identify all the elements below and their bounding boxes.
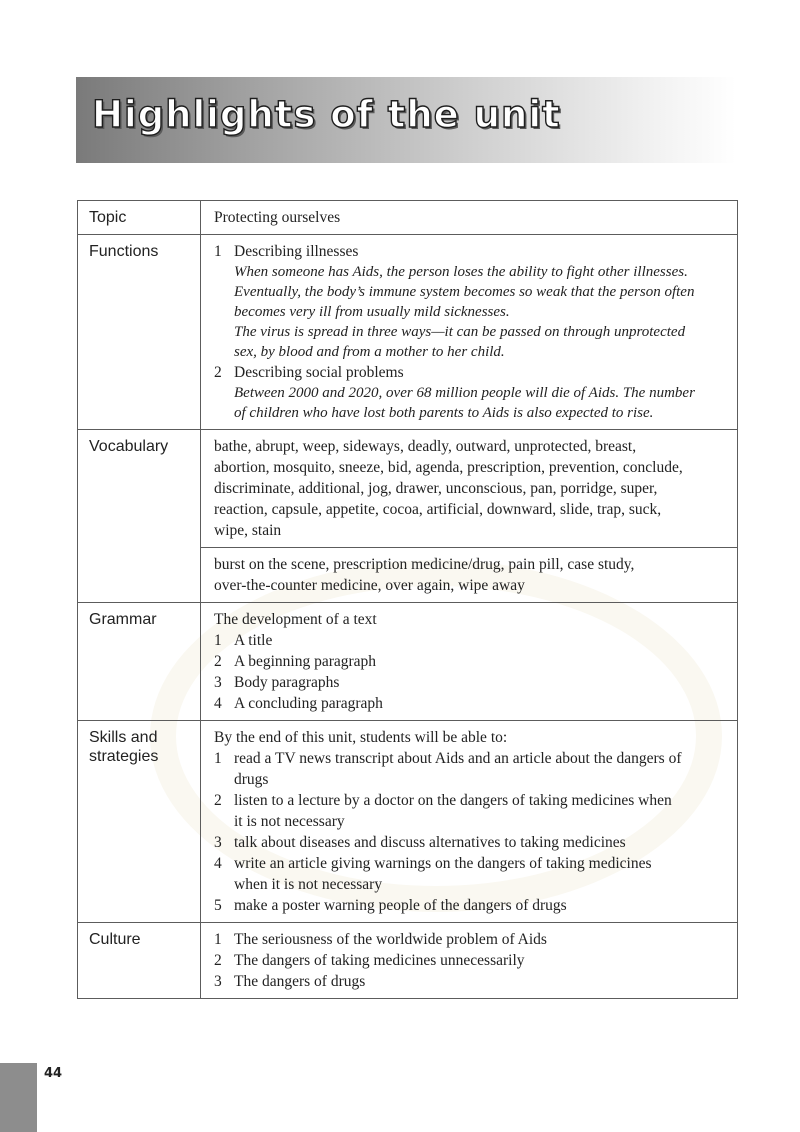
function-item-1: [214, 241, 737, 262]
skills-item-line: talk about diseases and discuss alternatives to taking medicines: [234, 834, 626, 851]
row-label-grammar: Grammar: [78, 603, 201, 721]
topic-content: [201, 201, 738, 235]
grammar-item: [214, 651, 737, 672]
row-label-vocabulary: Vocabulary: [78, 430, 201, 603]
skills-item-number: 4: [214, 855, 222, 872]
skills-item-number: 3: [214, 834, 222, 851]
row-label-culture: Culture: [78, 923, 201, 999]
row-functions: [78, 235, 738, 430]
row-culture: [78, 923, 738, 999]
grammar-item-text: A title: [234, 632, 273, 649]
skills-item: [214, 790, 737, 832]
row-label-functions: Functions: [78, 235, 201, 430]
grammar-content: [201, 603, 738, 721]
function-example-line: sex, by blood and from a mother to her child.: [234, 344, 505, 360]
vocabulary-line: bathe, abrupt, weep, sideways, deadly, outward, unprotected, breast,: [214, 438, 637, 455]
phrase-line: over-the-counter medicine, over again, wipe away: [214, 577, 525, 594]
row-grammar: [78, 603, 738, 721]
skills-item-line: it is not necessary: [234, 813, 345, 830]
skills-item: [214, 895, 737, 916]
culture-item-number: 3: [214, 973, 222, 990]
culture-item: [214, 950, 737, 971]
vocabulary-phrases: [201, 548, 738, 603]
skills-item-line: make a poster warning people of the dangers of drugs: [234, 897, 567, 914]
skills-item-line: when it is not necessary: [234, 876, 383, 893]
vocabulary-words: [201, 430, 738, 548]
grammar-item-number: 2: [214, 653, 222, 670]
functions-content: [201, 235, 738, 430]
skills-item-number: 5: [214, 897, 222, 914]
vocabulary-line: discriminate, additional, jog, drawer, unconscious, pan, porridge, super,: [214, 480, 658, 497]
culture-item-text: The dangers of taking medicines unnecessarily: [234, 952, 525, 969]
culture-item-text: The dangers of drugs: [234, 973, 366, 990]
skills-content: [201, 721, 738, 923]
skills-item-line: read a TV news transcript about Aids and an article about the dangers of: [234, 750, 682, 767]
culture-item-text: The seriousness of the worldwide problem of Aids: [234, 931, 547, 948]
banner-title: Highlights of the unit: [92, 93, 561, 136]
culture-item: [214, 929, 737, 950]
row-label-topic: Topic: [78, 201, 201, 235]
function-item-2: [214, 362, 737, 383]
page-tab: [0, 1063, 37, 1132]
function-item-2-title: Describing social problems: [234, 364, 404, 381]
skills-intro: By the end of this unit, students will be able to:: [214, 729, 508, 746]
function-example-line: The virus is spread in three ways—it can be passed on through unprotected: [234, 324, 686, 340]
function-item-2-number: 2: [214, 364, 222, 381]
grammar-item: [214, 630, 737, 651]
function-example-line: Eventually, the body’s immune system becomes so weak that the person often: [234, 284, 695, 300]
culture-item: [214, 971, 737, 992]
topic-text: Protecting ourselves: [214, 209, 341, 226]
function-example-line: When someone has Aids, the person loses the ability to fight other illnesses.: [234, 264, 688, 280]
highlights-table: [77, 200, 738, 999]
grammar-item-number: 4: [214, 695, 222, 712]
function-example-line: of children who have lost both parents to Aids is also expected to rise.: [234, 405, 654, 421]
skills-item: [214, 832, 737, 853]
culture-item-number: 2: [214, 952, 222, 969]
function-example-line: becomes very ill from usually mild sicknesses.: [234, 304, 510, 320]
skills-item: [214, 748, 737, 790]
grammar-item-text: Body paragraphs: [234, 674, 340, 691]
row-label-skills-line: Skills and: [89, 729, 158, 746]
culture-item-number: 1: [214, 931, 222, 948]
row-label-skills-line: strategies: [89, 748, 159, 765]
vocabulary-line: abortion, mosquito, sneeze, bid, agenda, prescription, prevention, conclude,: [214, 459, 683, 476]
skills-item: [214, 853, 737, 895]
grammar-item: [214, 672, 737, 693]
function-item-1-title: Describing illnesses: [234, 243, 359, 260]
page-number: 44: [44, 1066, 63, 1081]
grammar-item-text: A beginning paragraph: [234, 653, 377, 670]
function-example-line: Between 2000 and 2020, over 68 million people will die of Aids. The number: [234, 385, 695, 401]
grammar-item: [214, 693, 737, 714]
vocabulary-line: reaction, capsule, appetite, cocoa, artificial, downward, slide, trap, suck,: [214, 501, 662, 518]
skills-item-number: 2: [214, 792, 222, 809]
skills-item-number: 1: [214, 750, 222, 767]
grammar-intro: The development of a text: [214, 611, 377, 628]
grammar-item-number: 1: [214, 632, 222, 649]
unit-banner: [76, 77, 736, 163]
row-label-skills: [78, 721, 201, 923]
row-topic: [78, 201, 738, 235]
phrase-line: burst on the scene, prescription medicine/drug, pain pill, case study,: [214, 556, 635, 573]
culture-content: [201, 923, 738, 999]
row-skills: [78, 721, 738, 923]
row-vocabulary: [78, 430, 738, 548]
vocabulary-line: wipe, stain: [214, 522, 282, 539]
function-item-1-number: 1: [214, 243, 222, 260]
skills-item-line: listen to a lecture by a doctor on the dangers of taking medicines when: [234, 792, 672, 809]
skills-item-line: drugs: [234, 771, 269, 788]
grammar-item-text: A concluding paragraph: [234, 695, 383, 712]
skills-item-line: write an article giving warnings on the dangers of taking medicines: [234, 855, 652, 872]
grammar-item-number: 3: [214, 674, 222, 691]
